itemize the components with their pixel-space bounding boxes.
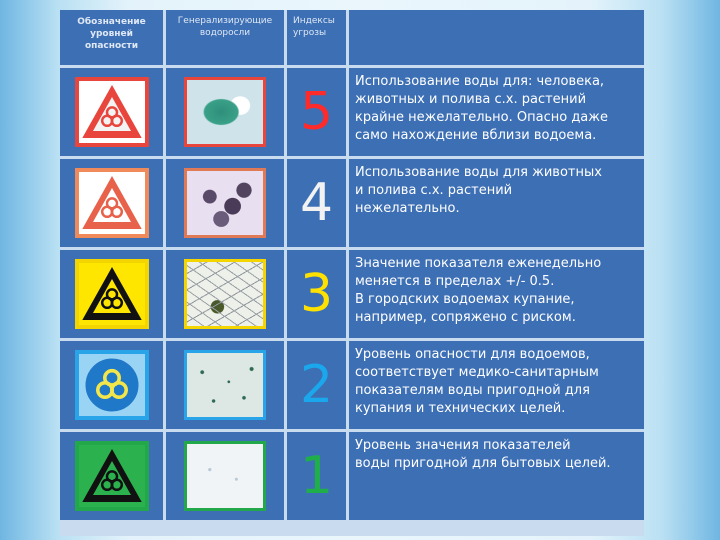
algae-sample-level-1 xyxy=(184,441,266,511)
description-line: В городских водоемах купание, xyxy=(355,292,575,307)
description-line: соответствует медико-санитарным xyxy=(355,365,599,380)
algae-sample-level-3 xyxy=(184,259,266,329)
description-line: купания и технических целей. xyxy=(355,401,566,416)
algae-image-cell xyxy=(166,68,284,156)
description-line: нежелательно. xyxy=(355,201,460,216)
header-algae: Генерализирующие водоросли xyxy=(166,10,284,65)
description-line: Использование воды для животных xyxy=(355,165,602,180)
algae-sample-level-4 xyxy=(184,168,266,238)
description-line: меняется в пределах +/- 0.5. xyxy=(355,274,555,289)
biohazard-red-triangle-icon xyxy=(75,77,149,147)
description-line: животных и полива с.х. растений xyxy=(355,92,587,107)
hazard-symbol-cell xyxy=(60,341,163,429)
threat-index-value: 3 xyxy=(287,250,346,338)
biohazard-blue-circle-icon xyxy=(75,350,149,420)
biohazard-green-triangle-icon xyxy=(75,441,149,511)
hazard-description xyxy=(349,68,644,156)
biohazard-orange-triangle-icon xyxy=(75,168,149,238)
description-line: само нахождение вблизи водоема. xyxy=(355,128,597,143)
description-line: Уровень значения показателей xyxy=(355,438,571,453)
description-line: крайне нежелательно. Опасно даже xyxy=(355,110,608,125)
description-line: Значение показателя еженедельно xyxy=(355,256,602,271)
algae-sample-level-5 xyxy=(184,77,266,147)
header-hazard-symbols: Обозначение уровней опасности xyxy=(60,10,163,65)
description-line: например, сопряжено с риском. xyxy=(355,310,576,325)
hazard-symbol-cell xyxy=(60,250,163,338)
algae-image-cell xyxy=(166,250,284,338)
algae-sample-level-2 xyxy=(184,350,266,420)
algae-image-cell xyxy=(166,341,284,429)
threat-index-value: 1 xyxy=(287,432,346,520)
biohazard-yellow-triangle-icon xyxy=(75,259,149,329)
description-line: воды пригодной для бытовых целей. xyxy=(355,456,611,471)
algae-image-cell xyxy=(166,159,284,247)
hazard-levels-table xyxy=(60,10,644,536)
description-line: Использование воды для: человека, xyxy=(355,74,605,89)
description-line: показателям воды пригодной для xyxy=(355,383,590,398)
description-line: Уровень опасности для водоемов, xyxy=(355,347,590,362)
hazard-description xyxy=(349,250,644,338)
hazard-symbol-cell xyxy=(60,68,163,156)
threat-index-value: 4 xyxy=(287,159,346,247)
description-line: и полива с.х. растений xyxy=(355,183,513,198)
hazard-description xyxy=(349,341,644,429)
hazard-description xyxy=(349,432,644,520)
threat-index-value: 2 xyxy=(287,341,346,429)
hazard-description xyxy=(349,159,644,247)
algae-image-cell xyxy=(166,432,284,520)
threat-index-value: 5 xyxy=(287,68,346,156)
header-threat-index: Индексы угрозы xyxy=(287,10,346,65)
hazard-symbol-cell xyxy=(60,432,163,520)
header-description xyxy=(349,10,644,65)
hazard-symbol-cell xyxy=(60,159,163,247)
